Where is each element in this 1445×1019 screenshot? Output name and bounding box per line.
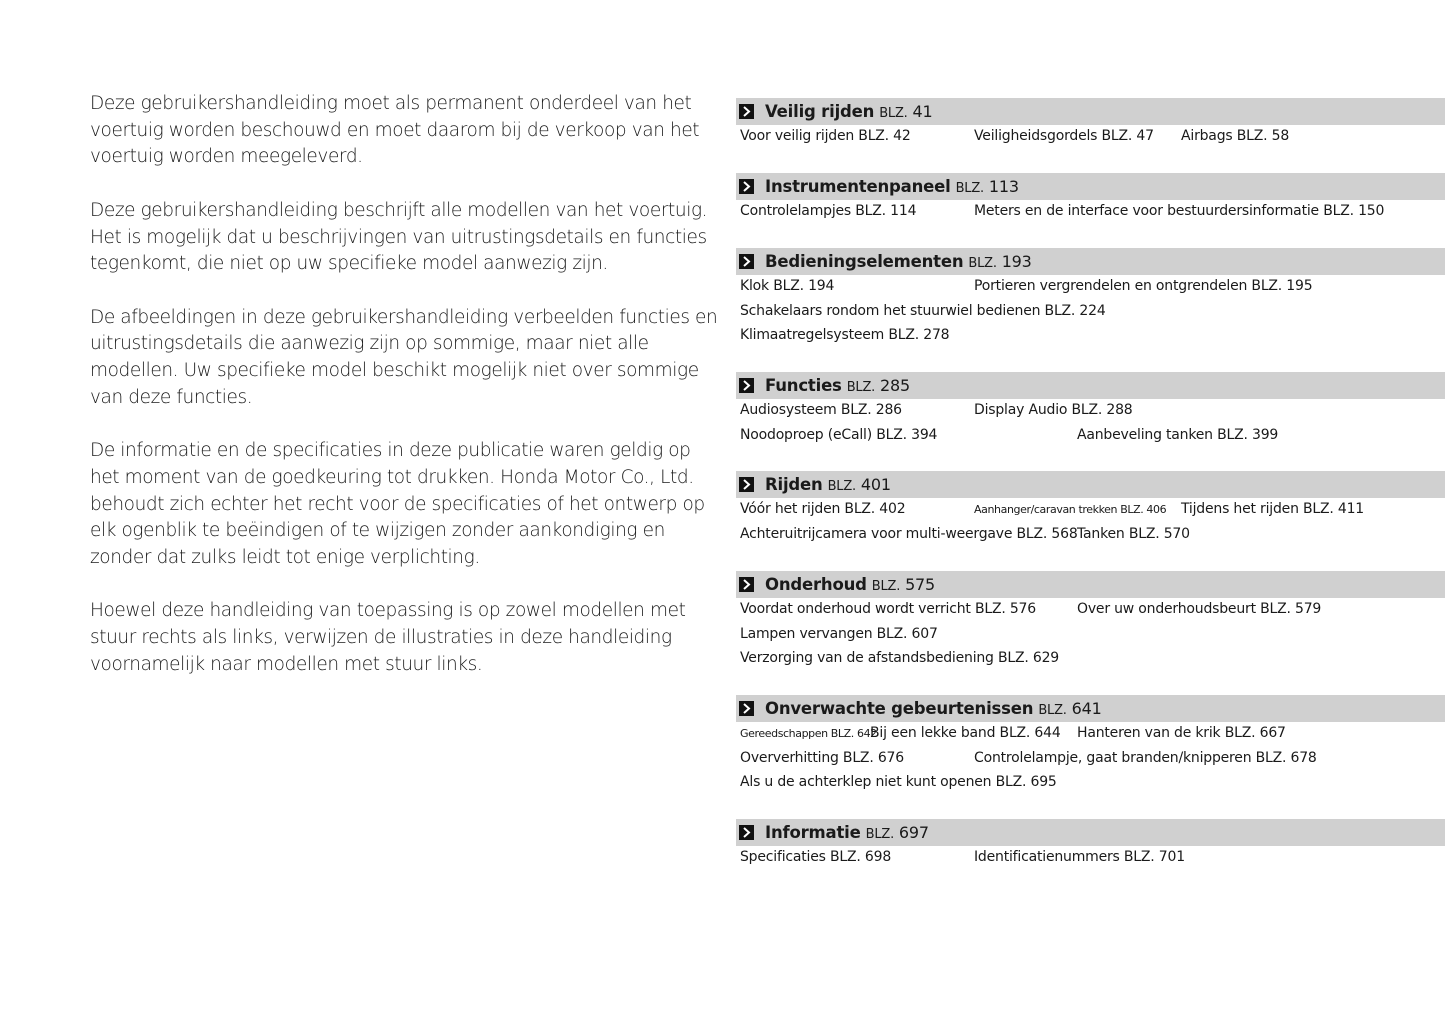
toc-link[interactable]: Verzorging van de afstandsbediening BLZ. 629 [740,650,1060,666]
arrow-right-icon [739,477,754,492]
toc-link[interactable]: Airbags BLZ. 58 [1181,128,1290,144]
toc-section-onderhoud [736,571,1445,672]
toc-link[interactable]: Identificatienummers BLZ. 701 [974,849,1185,865]
toc-section-informatie [736,819,1445,871]
toc-link[interactable]: Controlelampjes BLZ. 114 [740,203,917,219]
section-title: Onverwachte gebeurtenissen [765,699,1034,718]
toc-link[interactable]: Vóór het rijden BLZ. 402 [740,501,906,517]
toc-link[interactable]: Als u de achterklep niet kunt openen BLZ. 695 [740,774,1057,790]
toc-section-functies [736,372,1445,448]
toc-link[interactable]: Specificaties BLZ. 698 [740,849,892,865]
intro-paragraph: De informatie en de specificaties in deze publicatie waren geldig op het moment van de goedkeuring tot drukken. Honda Motor Co., Ltd. behoudt zich echter het recht voor de specificaties of het ontwerp op elk ogenblik te beëindigen of te wijzigen zonder aankondiging en zonder dat zulks leidt tot enige verplichting. [90,440,705,568]
section-page: BLZ. 113 [955,177,1019,196]
toc-link[interactable]: Klok BLZ. 194 [740,278,835,294]
section-title: Bedieningselementen [765,252,964,271]
arrow-right-icon [739,701,754,716]
toc-link[interactable]: Voor veilig rijden BLZ. 42 [740,128,911,144]
arrow-right-icon [739,179,754,194]
toc-link[interactable]: Controlelampje, gaat branden/knipperen BLZ. 678 [974,749,1317,766]
section-page: BLZ. 285 [846,376,910,395]
toc-link[interactable]: Voordat onderhoud wordt verricht BLZ. 576 [740,601,1036,617]
section-header[interactable] [736,471,1445,498]
section-title: Functies [765,376,842,395]
toc-link[interactable]: Lampen vervangen BLZ. 607 [740,625,938,642]
toc-link[interactable]: Display Audio BLZ. 288 [974,402,1133,418]
section-title: Veilig rijden [765,102,875,121]
section-page: BLZ. 641 [1038,699,1102,718]
intro-paragraph: De afbeeldingen in deze gebruikershandleiding verbeelden functies en uitrustingsdetails die aanwezig zijn op sommige, maar niet alle modellen. Uw specifieke model beschikt mogelijk niet over sommige van deze functies. [90,306,718,408]
toc-link[interactable]: Tanken BLZ. 570 [1077,525,1190,542]
section-page: BLZ. 193 [968,252,1032,271]
toc-link[interactable]: Oververhitting BLZ. 676 [740,749,904,766]
intro-text [90,91,720,705]
toc-link[interactable]: Veiligheidsgordels BLZ. 47 [974,128,1154,144]
section-header[interactable] [736,571,1445,598]
section-header[interactable] [736,819,1445,846]
section-title: Onderhoud [765,575,867,594]
toc-section-rijden [736,471,1445,547]
section-title: Instrumentenpaneel [765,177,951,196]
toc-link[interactable]: Aanbeveling tanken BLZ. 399 [1077,426,1279,443]
section-title: Rijden [765,475,823,494]
section-header[interactable] [736,98,1445,125]
toc-link[interactable]: Tijdens het rijden BLZ. 411 [1181,501,1365,517]
toc-link[interactable]: Schakelaars rondom het stuurwiel bedienen BLZ. 224 [740,302,1106,319]
section-header[interactable] [736,372,1445,399]
section-header[interactable] [736,248,1445,275]
toc-section-onverwachte-gebeurtenissen [736,695,1445,796]
section-page: BLZ. 401 [827,475,891,494]
toc-section-bedieningselementen [736,248,1445,349]
section-page: BLZ. 41 [879,102,933,121]
toc-link[interactable]: Klimaatregelsysteem BLZ. 278 [740,327,950,343]
toc-link[interactable]: Portieren vergrendelen en ontgrendelen BLZ. 195 [974,278,1313,294]
section-header[interactable] [736,173,1445,200]
arrow-right-icon [739,104,754,119]
section-page: BLZ. 575 [871,575,936,594]
section-title: Informatie [765,823,861,842]
section-page: BLZ. 697 [865,823,929,842]
arrow-right-icon [739,825,754,840]
intro-paragraph: Deze gebruikershandleiding moet als permanent onderdeel van het voertuig worden beschouwd en moet daarom bij de verkoop van het voertuig worden meegeleverd. [90,93,700,168]
section-header[interactable] [736,695,1445,722]
intro-paragraph: Hoewel deze handleiding van toepassing is op zowel modellen met stuur rechts als links, verwijzen de illustraties in deze handleiding voornamelijk naar modellen met stuur links. [90,600,686,675]
toc-section-veilig-rijden [736,98,1445,150]
toc-link[interactable]: Audiosysteem BLZ. 286 [740,402,902,418]
toc-link[interactable]: Achteruitrijcamera voor multi-weergave BLZ. 568 [740,525,1078,542]
toc-section-instrumentenpaneel [736,173,1445,225]
toc-link[interactable]: Noodoproep (eCall) BLZ. 394 [740,426,938,443]
arrow-right-icon [739,577,754,592]
toc-link[interactable]: Bij een lekke band BLZ. 644 [870,725,1061,741]
toc-link[interactable]: Hanteren van de krik BLZ. 667 [1077,725,1286,741]
arrow-right-icon [739,254,754,269]
toc-link[interactable]: Aanhanger/caravan trekken BLZ. 406 [974,503,1167,516]
toc-link[interactable]: Meters en de interface voor bestuurdersinformatie BLZ. 150 [974,203,1385,219]
toc-link[interactable]: Over uw onderhoudsbeurt BLZ. 579 [1077,601,1322,617]
arrow-right-icon [739,378,754,393]
toc-link[interactable]: Gereedschappen BLZ. 642 [740,727,877,740]
intro-paragraph: Deze gebruikershandleiding beschrijft alle modellen van het voertuig. Het is mogelijk dat u beschrijvingen van uitrustingsdetails en functies tegenkomt, die niet op uw specifieke model aanwezig zijn. [90,199,708,275]
